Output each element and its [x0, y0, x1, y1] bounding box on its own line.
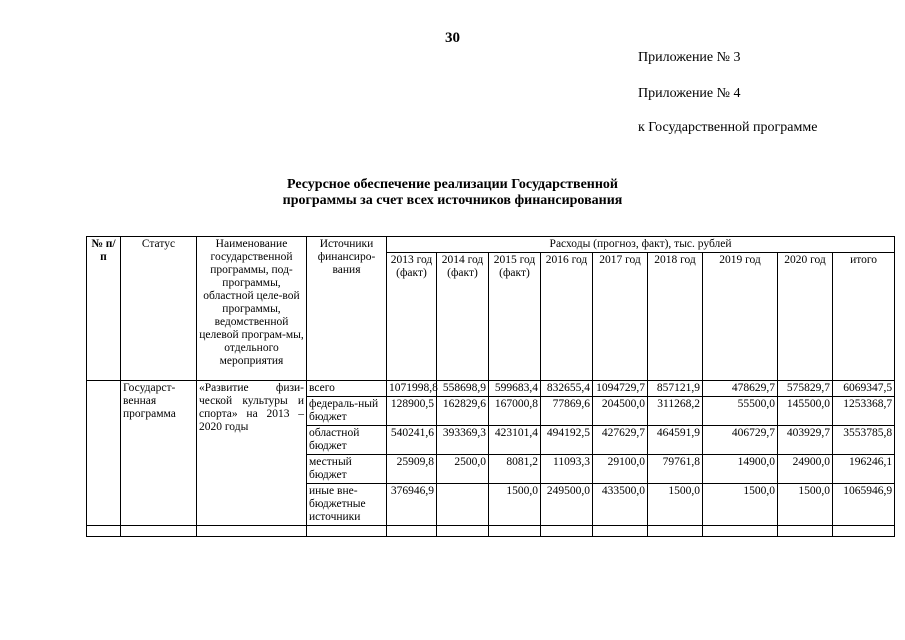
value-cell: 11093,3 [541, 455, 593, 484]
value-cell: 376946,9 [387, 484, 437, 526]
page-number: 30 [445, 30, 460, 46]
source-cell: всего [307, 381, 387, 397]
row-number-cell [87, 381, 121, 526]
value-cell: 558698,9 [437, 381, 489, 397]
source-cell: иные вне-бюджетные источники [307, 484, 387, 526]
value-cell: 8081,2 [489, 455, 541, 484]
header-year: 2017 год [593, 253, 648, 381]
resource-table [86, 236, 895, 537]
value-cell: 393369,3 [437, 426, 489, 455]
total-cell: 1253368,7 [833, 397, 895, 426]
table-bottom-spacer [87, 526, 895, 537]
annex-line-3: к Государственной программе [638, 120, 818, 135]
header-year: 2015 год (факт) [489, 253, 541, 381]
total-cell: 1065946,9 [833, 484, 895, 526]
value-cell: 249500,0 [541, 484, 593, 526]
value-cell: 79761,8 [648, 455, 703, 484]
source-cell: федераль-ный бюджет [307, 397, 387, 426]
value-cell: 427629,7 [593, 426, 648, 455]
header-expenses: Расходы (прогноз, факт), тыс. рублей [387, 237, 895, 253]
value-cell: 145500,0 [778, 397, 833, 426]
header-year: 2016 год [541, 253, 593, 381]
source-cell: местный бюджет [307, 455, 387, 484]
value-cell: 406729,7 [703, 426, 778, 455]
value-cell: 832655,4 [541, 381, 593, 397]
value-cell: 162829,6 [437, 397, 489, 426]
value-cell: 14900,0 [703, 455, 778, 484]
value-cell: 167000,8 [489, 397, 541, 426]
document-title [0, 177, 905, 209]
title-line-2: программы за счет всех источников финансирования [282, 193, 623, 208]
total-cell: 6069347,5 [833, 381, 895, 397]
header-sources: Источники финансиро-вания [307, 237, 387, 381]
header-year: 2019 год [703, 253, 778, 381]
value-cell: 1071998,8 [387, 381, 437, 397]
title-line-1: Ресурсное обеспечение реализации Государственной [287, 177, 618, 192]
value-cell: 311268,2 [648, 397, 703, 426]
value-cell: 1500,0 [703, 484, 778, 526]
value-cell: 24900,0 [778, 455, 833, 484]
value-cell: 478629,7 [703, 381, 778, 397]
value-cell: 1500,0 [648, 484, 703, 526]
value-cell: 29100,0 [593, 455, 648, 484]
value-cell: 1094729,7 [593, 381, 648, 397]
header-status: Статус [121, 237, 197, 381]
annex-line-1: Приложение № 3 [638, 50, 741, 65]
table-row [87, 381, 895, 397]
value-cell: 25909,8 [387, 455, 437, 484]
value-cell: 77869,6 [541, 397, 593, 426]
value-cell: 1500,0 [778, 484, 833, 526]
header-name: Наименование государственной программы, под-программы, областной целе-вой программы, ведомственной целевой програм-мы, отдельного мероприятия [197, 237, 307, 381]
value-cell [437, 484, 489, 526]
value-cell: 204500,0 [593, 397, 648, 426]
value-cell: 403929,7 [778, 426, 833, 455]
value-cell: 464591,9 [648, 426, 703, 455]
program-name-cell: «Развитие физи-ческой культуры и спорта» на 2013 – 2020 годы [197, 381, 307, 526]
value-cell: 55500,0 [703, 397, 778, 426]
header-year: 2014 год (факт) [437, 253, 489, 381]
value-cell: 433500,0 [593, 484, 648, 526]
value-cell: 423101,4 [489, 426, 541, 455]
value-cell: 2500,0 [437, 455, 489, 484]
value-cell: 1500,0 [489, 484, 541, 526]
value-cell: 494192,5 [541, 426, 593, 455]
total-cell: 196246,1 [833, 455, 895, 484]
value-cell: 128900,5 [387, 397, 437, 426]
annex-line-2: Приложение № 4 [638, 86, 741, 101]
header-year: 2013 год (факт) [387, 253, 437, 381]
value-cell: 599683,4 [489, 381, 541, 397]
status-cell: Государст-венная программа [121, 381, 197, 526]
value-cell: 575829,7 [778, 381, 833, 397]
value-cell: 540241,6 [387, 426, 437, 455]
total-cell: 3553785,8 [833, 426, 895, 455]
header-year: 2018 год [648, 253, 703, 381]
header-total: итого [833, 253, 895, 381]
source-cell: областной бюджет [307, 426, 387, 455]
header-num: № п/п [87, 237, 121, 381]
header-year: 2020 год [778, 253, 833, 381]
value-cell: 857121,9 [648, 381, 703, 397]
